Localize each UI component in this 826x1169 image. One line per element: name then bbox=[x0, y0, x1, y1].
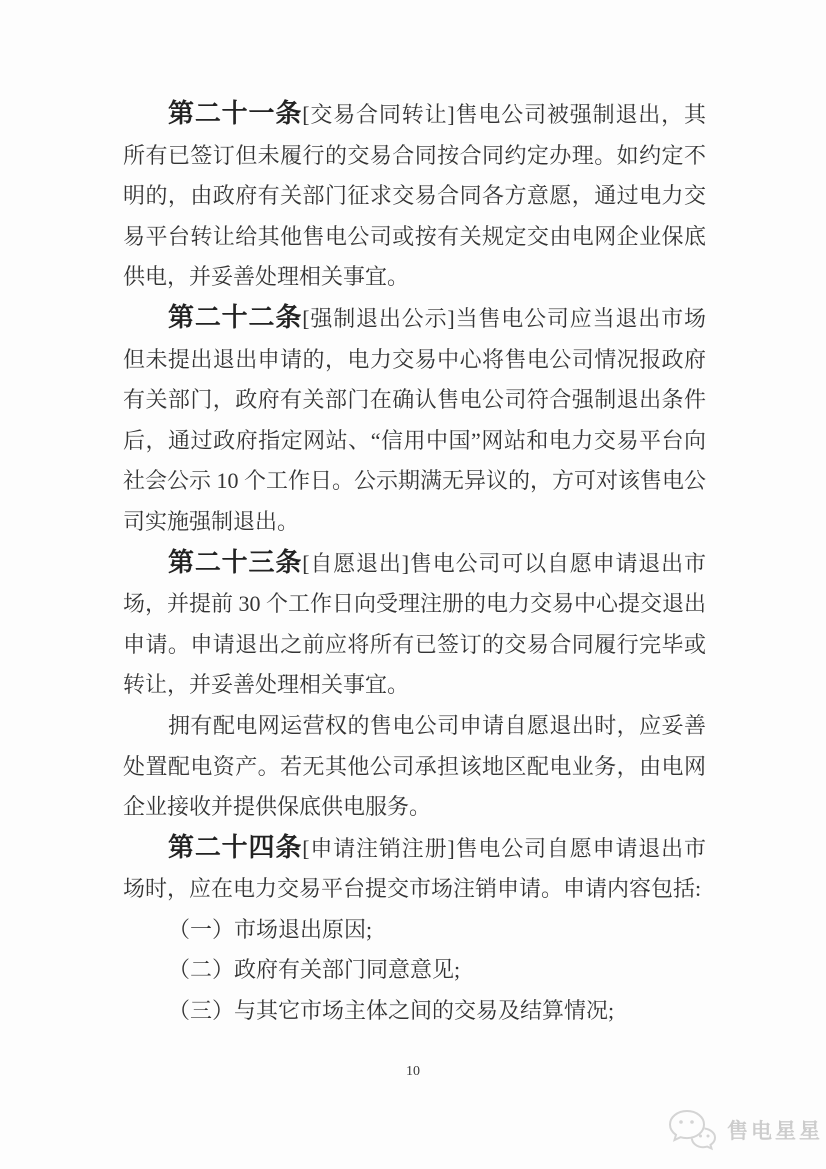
list-item-1: （一）市场退出原因; bbox=[168, 916, 373, 942]
article-22 bbox=[123, 298, 706, 543]
article-21-title-tag: [交易合同转让] bbox=[302, 102, 455, 127]
paragraph-distribution-assets: 拥有配电网运营权的售电公司申请自愿退出时，应妥善处置配电资产。若无其他公司承担该地区配电业务，由电网企业接收并提供保底供电服务。 bbox=[123, 712, 706, 820]
article-22-title-tag: [强制退出公示] bbox=[302, 305, 455, 331]
article-24-title-tag: [申请注销注册] bbox=[302, 835, 455, 861]
article-24-number: 第二十四条 bbox=[168, 832, 303, 862]
list-item-3: （三）与其它市场主体之间的交易及结算情况; bbox=[168, 998, 615, 1024]
article-21-number: 第二十一条 bbox=[168, 99, 303, 128]
article-24 bbox=[123, 828, 706, 910]
list-item-2: （二）政府有关部门同意意见; bbox=[168, 957, 461, 983]
wechat-logo-icon bbox=[666, 1108, 718, 1152]
article-23-body: 售电公司可以自愿申请退出市场，并提前 30 个工作日向受理注册的电力交易中心提交退出申请。申请退出之前应将所有已签订的交易合同履行完毕或转让，并妥善处理相关事宜。 bbox=[123, 550, 707, 698]
article-23-title-tag: [自愿退出] bbox=[302, 550, 410, 576]
article-22-number: 第二十二条 bbox=[168, 302, 303, 332]
article-23-number: 第二十三条 bbox=[168, 547, 303, 577]
page-number: 10 bbox=[406, 1064, 420, 1079]
article-21 bbox=[123, 94, 706, 298]
article-22-body: 当售电公司应当退出市场但未提出退出申请的，电力交易中心将售电公司情况报政府有关部门，政府有关部门在确认售电公司符合强制退出条件后，通过政府指定网站、“信用中国”网站和电力交易平台向社会公示 10 个工作日。公示期满无异议的，方可对该售电公司实施强制退出。 bbox=[123, 305, 707, 534]
article-21-body: 售电公司被强制退出，其所有已签订但未履行的交易合同按合同约定办理。如约定不明的，由政府有关部门征求交易合同各方意愿，通过电力交易平台转让给其他售电公司或按有关规定交由电网企业保底供电，并妥善处理相关事宜。 bbox=[123, 102, 706, 290]
article-23 bbox=[123, 543, 706, 706]
watermark-label: 售电星星 bbox=[727, 1120, 823, 1143]
document-body-text bbox=[123, 94, 706, 1032]
watermark bbox=[666, 1108, 823, 1152]
article-24-body: 售电公司自愿申请退出市场时，应在电力交易平台提交市场注销申请。申请内容包括: bbox=[123, 835, 706, 902]
